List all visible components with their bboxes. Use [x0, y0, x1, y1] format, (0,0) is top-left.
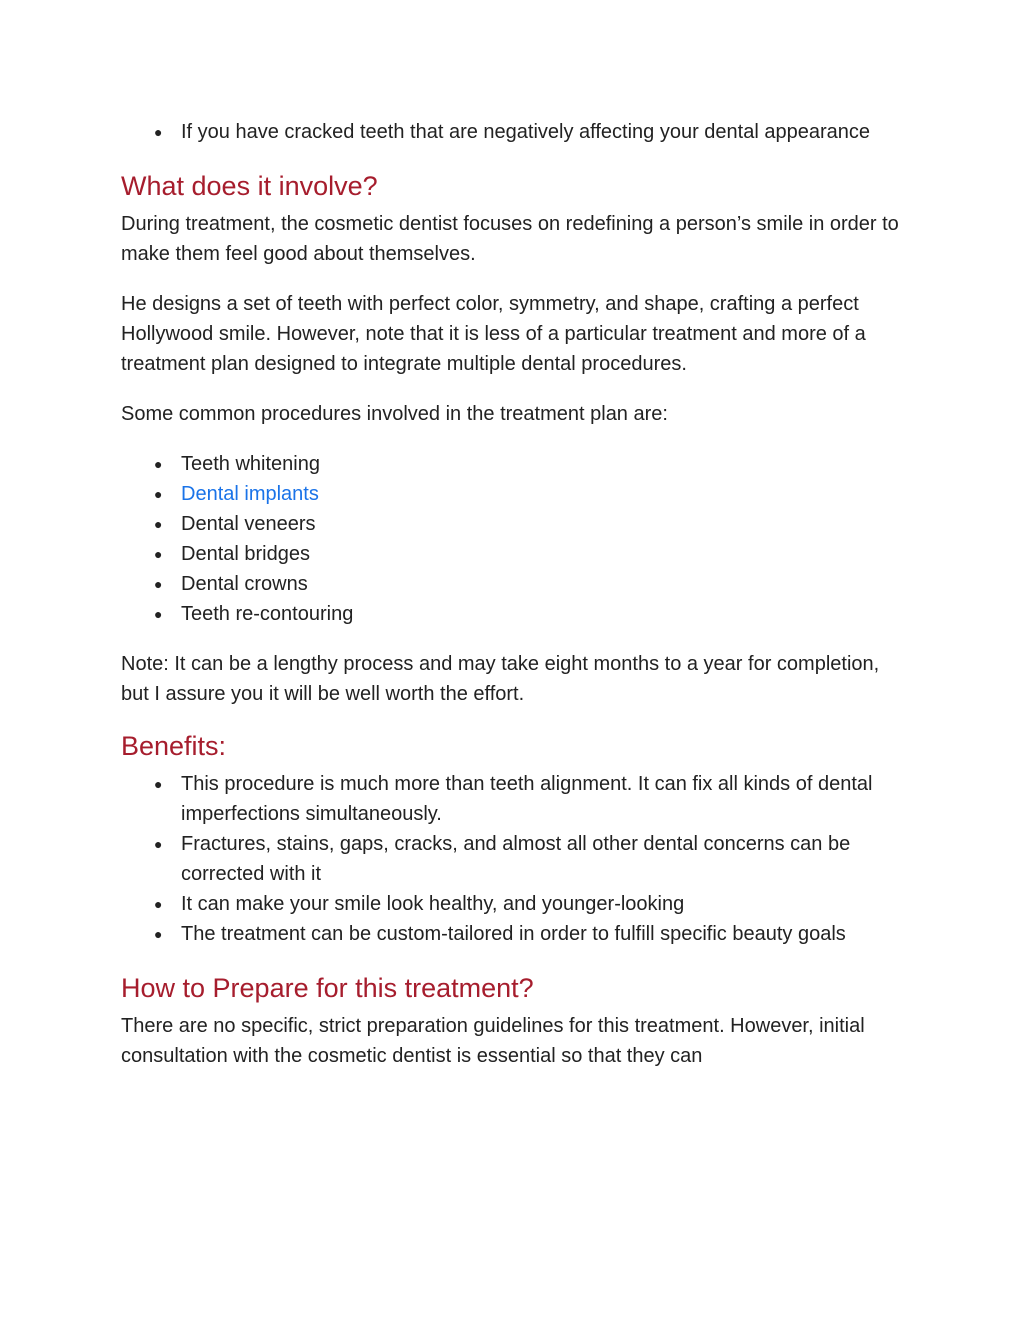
section-heading-what-does-it-involve: What does it involve? — [121, 171, 378, 201]
paragraph: He designs a set of teeth with perfect color, symmetry, and shape, crafting a perfect Hollywood smile. However, note that it is less of a particular treatment and more of a treatment plan designed to integrate multiple dental procedures. — [121, 293, 866, 375]
list-item-text: If you have cracked teeth that are negatively affecting your dental appearance — [181, 121, 870, 143]
list-item — [121, 569, 911, 599]
list-item-text: Teeth whitening — [181, 453, 320, 475]
procedures-list — [121, 449, 911, 629]
bullet-icon: ● — [154, 606, 163, 622]
list-item — [121, 599, 911, 629]
bullet-icon: ● — [154, 516, 163, 532]
bullet-icon: ● — [154, 576, 163, 592]
paragraph: Some common procedures involved in the treatment plan are: — [121, 403, 668, 425]
list-item-text: Dental crowns — [181, 573, 308, 595]
list-item — [121, 117, 911, 147]
section-heading-benefits: Benefits: — [121, 731, 227, 761]
bullet-icon: ● — [154, 776, 163, 792]
list-item — [121, 449, 911, 479]
bullet-icon: ● — [154, 546, 163, 562]
list-item — [121, 539, 911, 569]
bullet-icon: ● — [154, 836, 163, 852]
dental-implants-link[interactable]: Dental implants — [181, 483, 319, 505]
bullet-icon: ● — [154, 926, 163, 942]
list-item — [121, 889, 911, 919]
list-item-text: Dental veneers — [181, 513, 316, 535]
intro-bullet-list — [121, 117, 911, 147]
benefits-list — [121, 769, 911, 949]
list-item-text: The treatment can be custom-tailored in order to fulfill specific beauty goals — [181, 923, 846, 945]
paragraph: There are no specific, strict preparation guidelines for this treatment. However, initial consultation with the cosmetic dentist is essential so that they can — [121, 1015, 865, 1067]
list-item — [121, 829, 911, 889]
list-item-text: It can make your smile look healthy, and younger-looking — [181, 893, 685, 915]
list-item — [121, 479, 911, 509]
list-item — [121, 919, 911, 949]
bullet-icon: ● — [154, 124, 163, 140]
bullet-icon: ● — [154, 456, 163, 472]
bullet-icon: ● — [154, 896, 163, 912]
list-item-text: Fractures, stains, gaps, cracks, and almost all other dental concerns can be corrected with it — [181, 833, 851, 885]
list-item — [121, 769, 911, 829]
section-heading-how-to-prepare: How to Prepare for this treatment? — [121, 973, 534, 1003]
paragraph: During treatment, the cosmetic dentist focuses on redefining a person’s smile in order to make them feel good about themselves. — [121, 213, 899, 265]
note-paragraph: Note: It can be a lengthy process and may take eight months to a year for completion, but I assure you it will be well worth the effort. — [121, 653, 880, 705]
list-item-text: Dental bridges — [181, 543, 310, 565]
list-item — [121, 509, 911, 539]
bullet-icon: ● — [154, 486, 163, 502]
list-item-text: Teeth re-contouring — [181, 603, 354, 625]
list-item-text: This procedure is much more than teeth alignment. It can fix all kinds of dental imperfections simultaneously. — [181, 773, 873, 825]
document-page — [121, 117, 911, 1091]
